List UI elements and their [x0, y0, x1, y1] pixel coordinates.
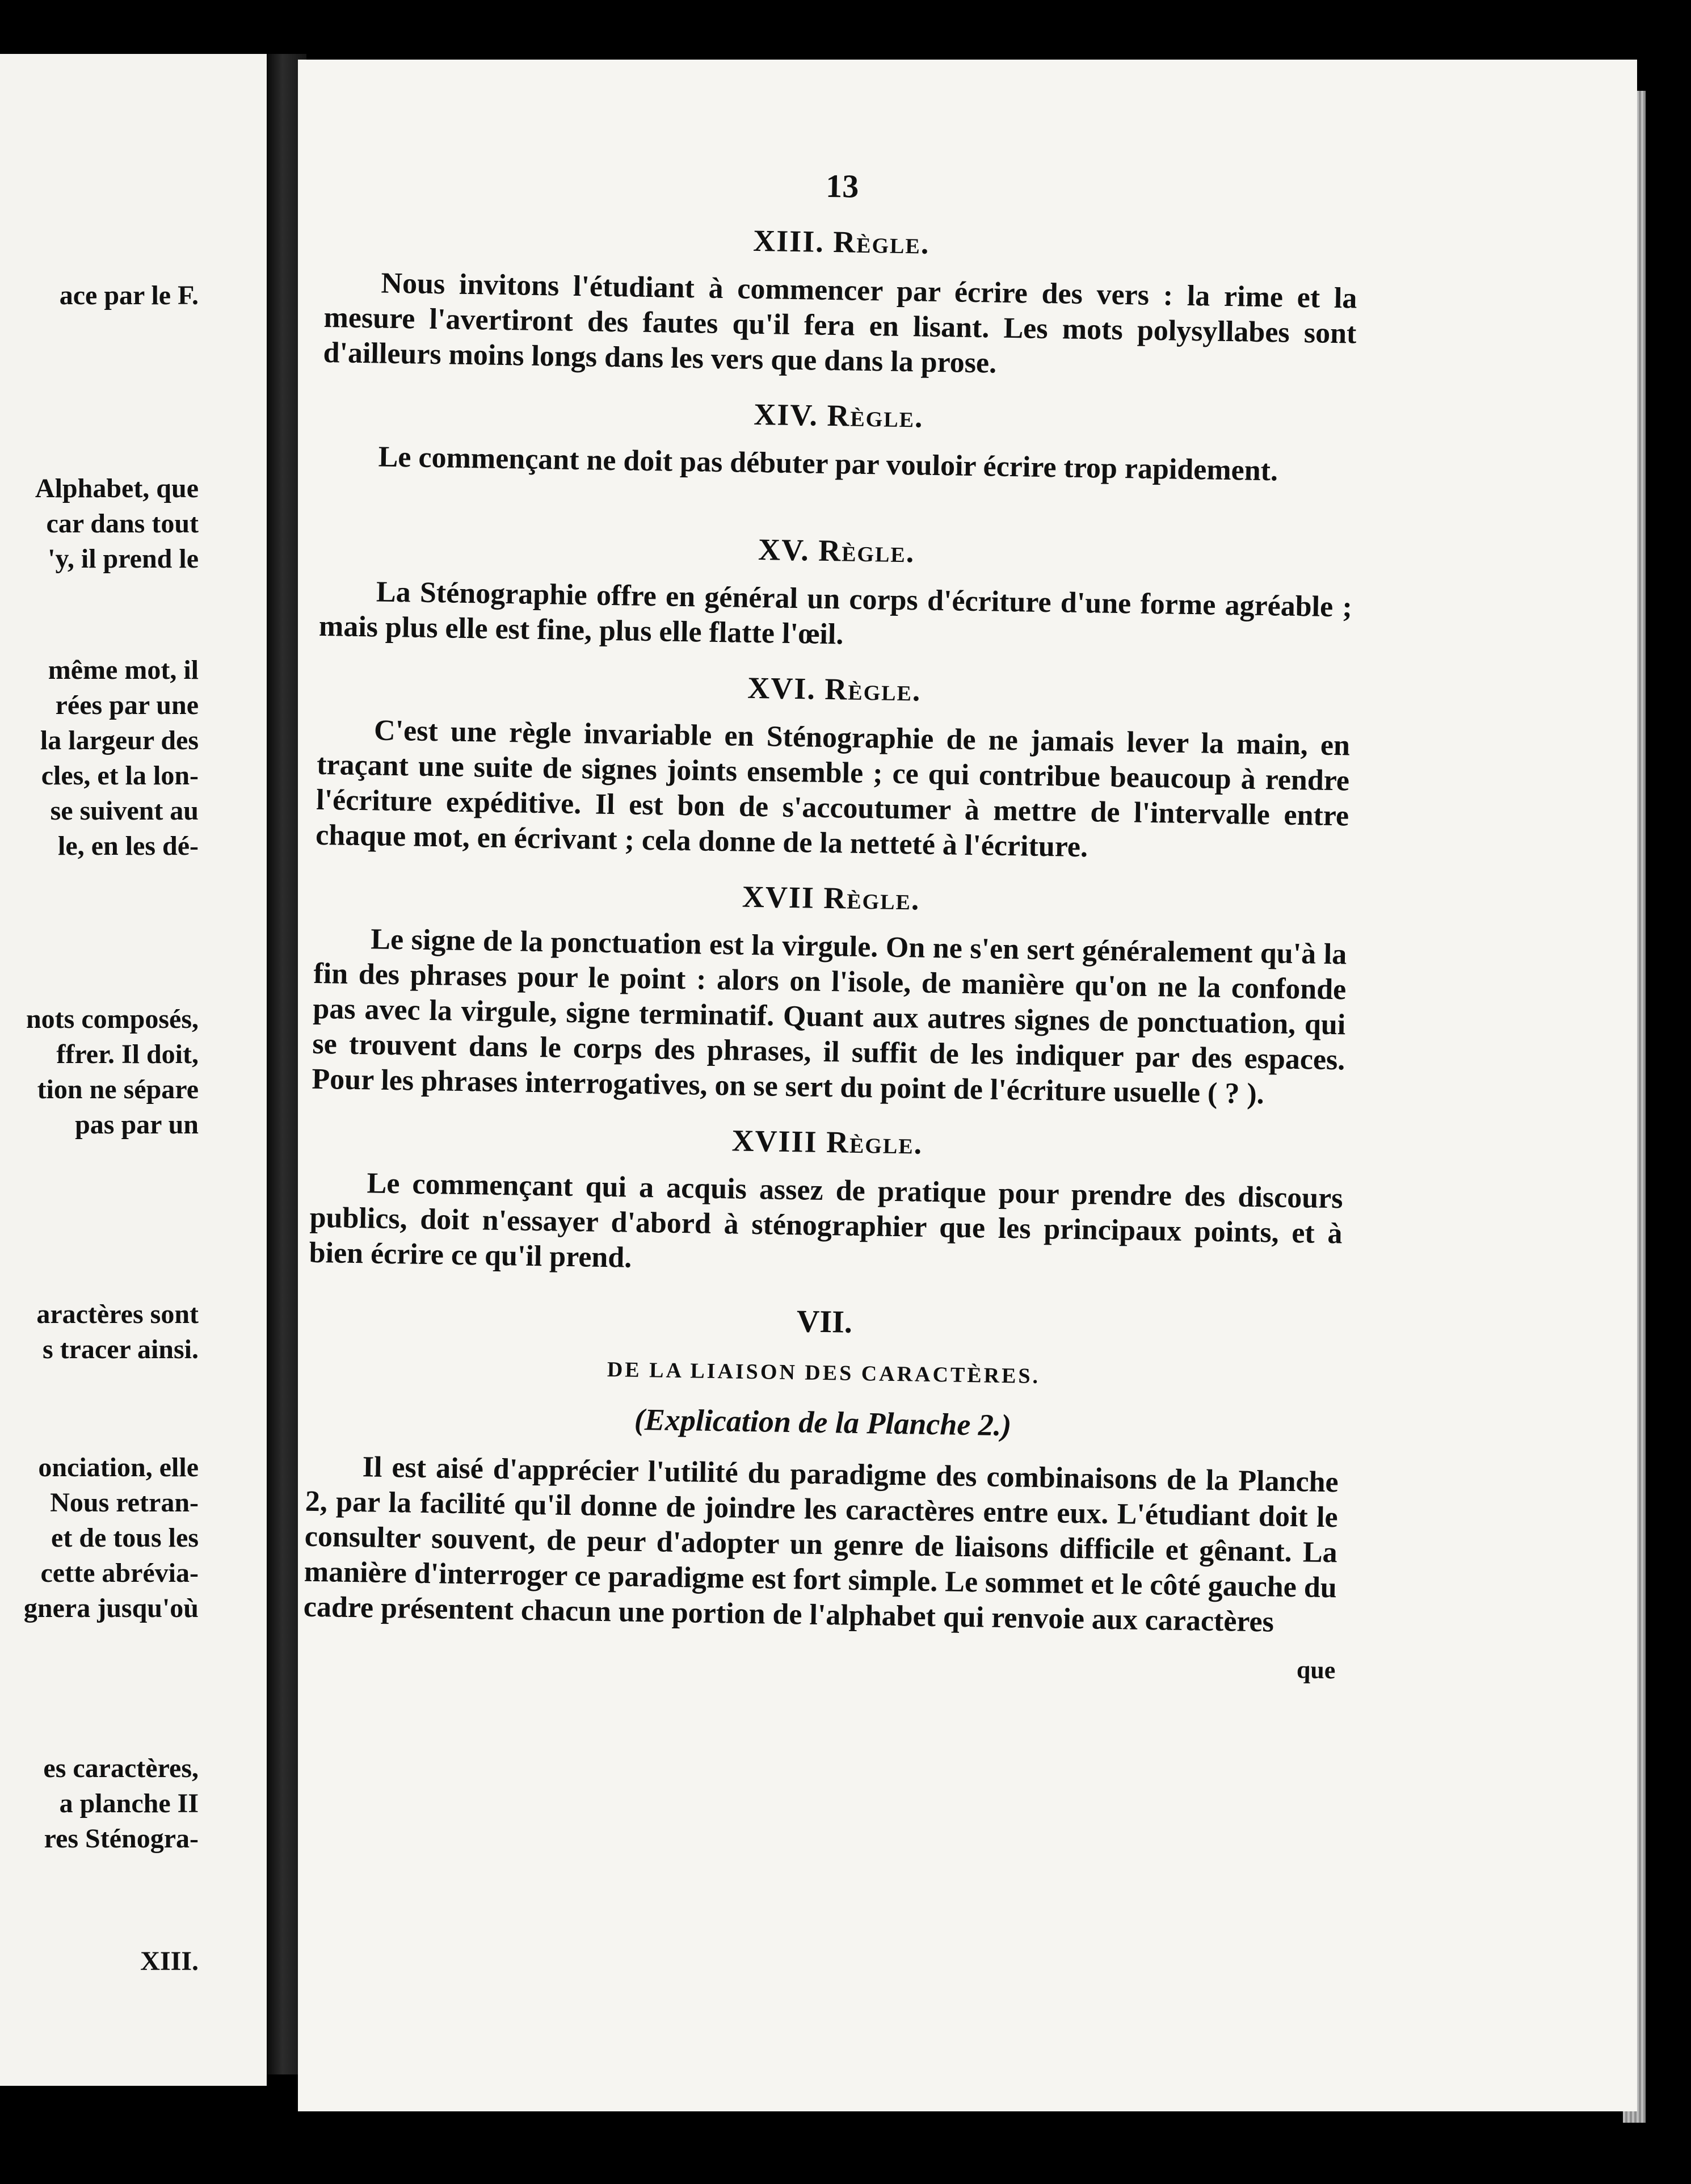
page-content	[302, 159, 1359, 1685]
rule-word: Règle.	[823, 880, 920, 917]
rule-number: XIII.	[752, 223, 825, 259]
rule-word: Règle.	[826, 1125, 923, 1161]
rule-word: Règle.	[832, 225, 930, 261]
rule-word: Règle.	[824, 671, 922, 708]
section-paragraph: Il est aisé d'apprécier l'utilité du paradigme des combinaisons de la Planche 2, par la facilité qu'il donne de joindre les caractères entre eux. L'étudiant doit le consulter souvent, de peur d'adopter un genre de liaisons difficile et gênant. La manière d'interroger ce paradigme est fort simple. Le sommet et le côté gauche du cadre présentent chacun une portion de l'alphabet qui renvoie aux caractères	[303, 1451, 1339, 1639]
right-page	[298, 60, 1637, 2111]
left-fragment: ace par le F.	[59, 280, 199, 310]
rule-text: C'est une règle invariable en Sténographie de ne jamais lever la main, en traçant une suite de signes joints ensemble ; ce qui contribue beaucoup à rendre l'écriture expéditive. Il est bon de s'accoutumer à mettre de l'intervalle entre chaque mot, en écrivant ; cela donne de la netteté à l'écriture.	[315, 714, 1351, 864]
rule-heading	[322, 390, 1356, 442]
rule-number: XVIII	[731, 1123, 818, 1159]
rule-number: XIV.	[753, 397, 819, 432]
rule-number: XV.	[758, 532, 810, 568]
left-fragment: XIII.	[140, 1946, 199, 1976]
rule-heading	[320, 525, 1353, 577]
rule-text: Le commençant qui a acquis assez de pratique pour prendre des discours publics, doit n'essayer d'abord à sténographier que les principaux points, et à bien écrire ce qu'il prend.	[309, 1167, 1343, 1274]
page-number: 13	[825, 167, 859, 205]
rule-number: XVI.	[747, 670, 817, 706]
rule-text: La Sténographie offre en général un corps d'écriture d'une forme agréable ; mais plus elle est fine, plus elle flatte l'œil.	[318, 576, 1353, 651]
rule-heading	[311, 1116, 1344, 1168]
left-fragment: nots composés, ffrer. Il doit, tion ne sépare pas par un	[26, 1004, 199, 1140]
section-title: DE LA LIAISON DES CARACTÈRES.	[607, 1358, 1041, 1389]
rule-heading	[314, 872, 1348, 924]
left-fragment: aractères sont s tracer ainsi.	[36, 1299, 199, 1364]
left-fragment: Alphabet, que car dans tout 'y, il prend le	[35, 473, 199, 574]
left-fragment: es caractères, a planche II res Sténogra-	[43, 1753, 199, 1854]
rule-heading	[325, 216, 1358, 268]
section-number: VII.	[796, 1304, 853, 1340]
rule-heading	[318, 663, 1351, 715]
rule-word: Règle.	[818, 533, 915, 569]
rule-text: Nous invitons l'étudiant à commencer par écrire des vers : la rime et la mesure l'avertiront des fautes qu'il fera en lisant. Les mots polysyllabes sont d'ailleurs moins longs dans les vers que dans la prose.	[323, 267, 1357, 380]
rule-word: Règle.	[827, 398, 924, 434]
explication-line: (Explication de la Planche 2.)	[634, 1402, 1012, 1443]
catchword: que	[1296, 1656, 1336, 1685]
left-fragment: onciation, elle Nous retran- et de tous les cette abrévia- gnera jusqu'où	[23, 1452, 199, 1623]
left-fragment: même mot, il rées par une la largeur des cles, et la lon- se suivent au le, en les dé-	[40, 655, 199, 861]
rule-number: XVII	[742, 879, 815, 915]
rule-text: Le commençant ne doit pas débuter par vouloir écrire trop rapidement.	[378, 440, 1278, 488]
rule-text: Le signe de la ponctuation est la virgule. On ne s'en sert généralement qu'à la fin des phrases pour le point : alors on l'isole, de manière qu'on ne la confonde pas avec la virgule, signe terminatif. Quant aux autres signes de ponctuation, qui se trouvent dans le corps des phrases, il suffit de les indiquer par des espaces. Pour les phrases interrogatives, on se sert du point de l'écriture usuelle ( ? ).	[312, 923, 1347, 1111]
left-page	[0, 54, 267, 2086]
